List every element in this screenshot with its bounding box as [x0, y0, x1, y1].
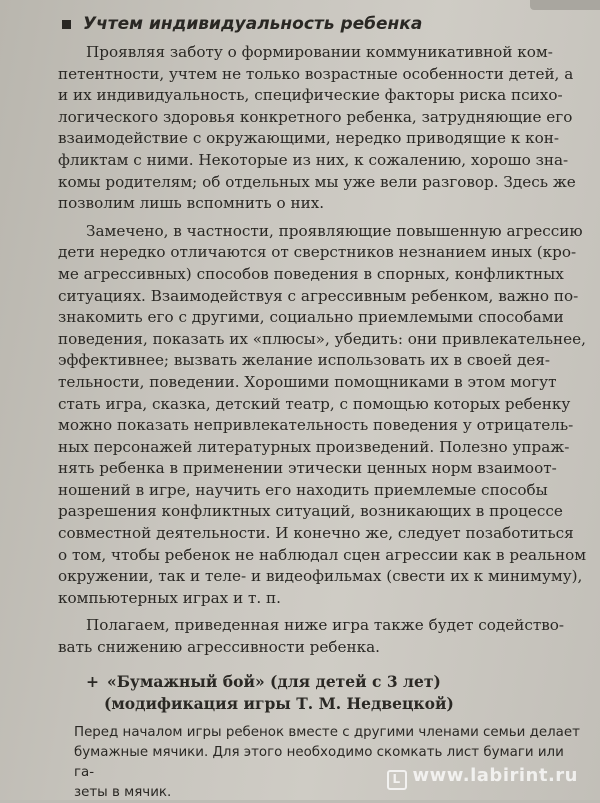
paragraph-3: [58, 615, 588, 658]
text-line: бумажные мячики. Для этого необходимо скомкать лист бумаги или га-: [74, 744, 564, 780]
page-corner-tab: [530, 0, 600, 10]
labirint-logo-icon: L: [387, 770, 407, 790]
game-title: [86, 671, 588, 715]
text-line: дети нередко отличаются от сверстников незнанием иных (кро-: [58, 243, 577, 262]
text-line: Проявляя заботу о формировании коммуникативной ком-: [86, 43, 553, 61]
text-line: можно показать непривлекательность поведения у отрицатель-: [58, 416, 574, 435]
text-line: ситуациях. Взаимодействуя с агрессивным ребенком, важно по-: [58, 286, 579, 305]
text-line: совместной деятельности. И конечно же, следует позаботиться: [58, 524, 574, 543]
text-line: и их индивидуальность, специфические факторы риска психо-: [58, 86, 563, 105]
text-line: эффективнее; вызвать желание использовать их в своей дея-: [58, 351, 551, 370]
paragraph-2: [58, 221, 588, 610]
text-line: окружении, так и теле- и видеофильмах (свести их к минимуму),: [58, 567, 583, 586]
text-line: ных персонажей литературных произведений. Полезно упраж-: [58, 437, 570, 456]
plus-icon: +: [86, 671, 99, 691]
text-line: Полагаем, приведенная ниже игра также будет содейство-: [86, 616, 565, 635]
text-line: поведения, показать их «плюсы», убедить: они привлекательнее,: [58, 329, 586, 348]
text-line: вать снижению агрессивности ребенка.: [58, 638, 380, 657]
text-line: зеты в мячик.: [74, 784, 172, 800]
text-line: стать игра, сказка, детский театр, с помощью которых ребенку: [58, 394, 571, 413]
text-line: нять ребенка в применении этически ценных норм взаимоот-: [58, 459, 557, 478]
section-heading: [62, 14, 588, 34]
text-line: ме агрессивных) способов поведения в спорных, конфликтных: [58, 264, 564, 283]
section-heading-text: Учтем индивидуальность ребенка: [83, 14, 423, 34]
game-title-line2: (модификация игры Т. М. Недвецкой): [104, 693, 454, 713]
watermark: [387, 765, 578, 790]
text-line: ношений в игре, научить его находить приемлемые способы: [58, 480, 548, 499]
text-line: Перед началом игры ребенок вместе с другими членами семьи делает: [74, 724, 580, 740]
text-line: позволим лишь вспомнить о них.: [58, 194, 325, 213]
bullet-square-icon: [62, 20, 71, 29]
paragraph-1: [58, 42, 588, 215]
text-line: разрешения конфликтных ситуаций, возникающих в процессе: [58, 502, 563, 521]
text-line: компьютерных играх и т. п.: [58, 588, 281, 607]
text-line: знакомить его с другими, социально приемлемыми способами: [58, 308, 564, 327]
text-line: фликтам с ними. Некоторые из них, к сожалению, хорошо зна-: [58, 150, 569, 169]
text-line: взаимодействие с окружающими, нередко приводящие к кон-: [58, 129, 560, 148]
watermark-text: www.labirint.ru: [412, 765, 578, 786]
text-line: Замечено, в частности, проявляющие повышенную агрессию: [86, 221, 583, 240]
text-line: тельности, поведении. Хорошими помощниками в этом могут: [58, 372, 557, 391]
game-description: [74, 723, 588, 803]
page-content: [58, 14, 588, 803]
text-line: о том, чтобы ребенок не наблюдал сцен агрессии как в реальном: [58, 545, 587, 564]
text-line: петентности, учтем не только возрастные особенности детей, а: [58, 64, 574, 83]
text-line: комы родителям; об отдельных мы уже вели разговор. Здесь же: [58, 172, 576, 191]
text-line: логического здоровья конкретного ребенка, затрудняющие его: [58, 107, 573, 126]
game-title-line1: «Бумажный бой» (для детей с 3 лет): [107, 671, 441, 691]
